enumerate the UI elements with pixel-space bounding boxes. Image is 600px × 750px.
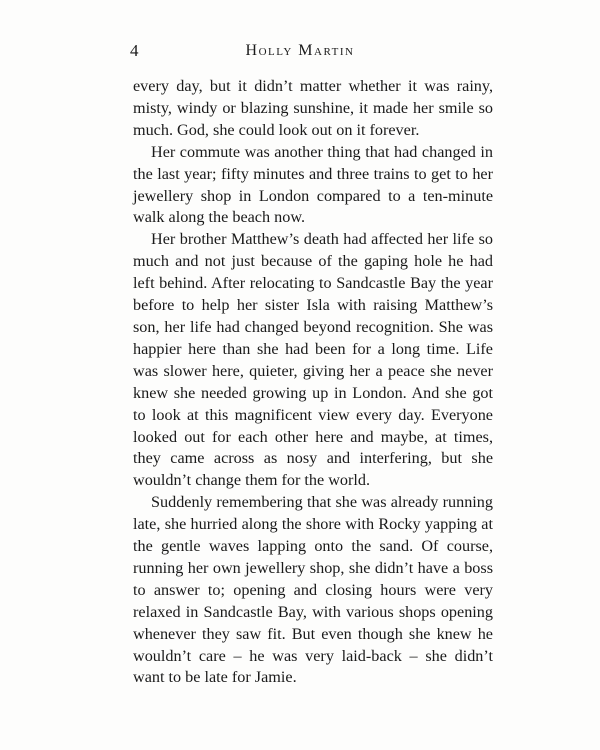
paragraph-3: Her brother Matthew’s death had affected her life so much and not just because of the gaping hole he had left behind. After relocating to Sandcastle Bay the year before to help her sister Isla with raising Matthew’s son, her life had changed beyond recognition. She was happier here than she had been for a long time. Life was slower here, quieter, giving her a peace she never knew she needed growing up in London. And she got to look at this magnificent view every day. Everyone looked out for each other here and maybe, at times, they came across as nosy and interfering, but she wouldn’t change them for the world. [133,230,493,490]
paragraph-2: Her commute was another thing that had changed in the last year; fifty minutes and three trains to get to her jewellery shop in London compared to a ten-minute walk along the beach now. [133,142,493,227]
paragraph-4: Suddenly remembering that she was already running late, she hurried along the shore with Rocky yapping at the gentle waves lapping onto the sand. Of course, running her own jewellery shop, she didn’t have a boss to answer to; opening and closing hours were very relaxed in Sandcastle Bay, with various shops opening whenever they saw fit. But even though she knew he wouldn’t care – he was very laid-back – she didn’t want to be late for Jamie. [133,493,493,687]
body-text [133,76,493,689]
paragraph-1: every day, but it didn’t matter whether it was rainy, misty, windy or blazing sunshine, it made her smile so much. God, she could look out on it forever. [133,77,493,139]
page-number: 4 [130,41,139,60]
running-head-author: Holly Martin [245,42,355,59]
